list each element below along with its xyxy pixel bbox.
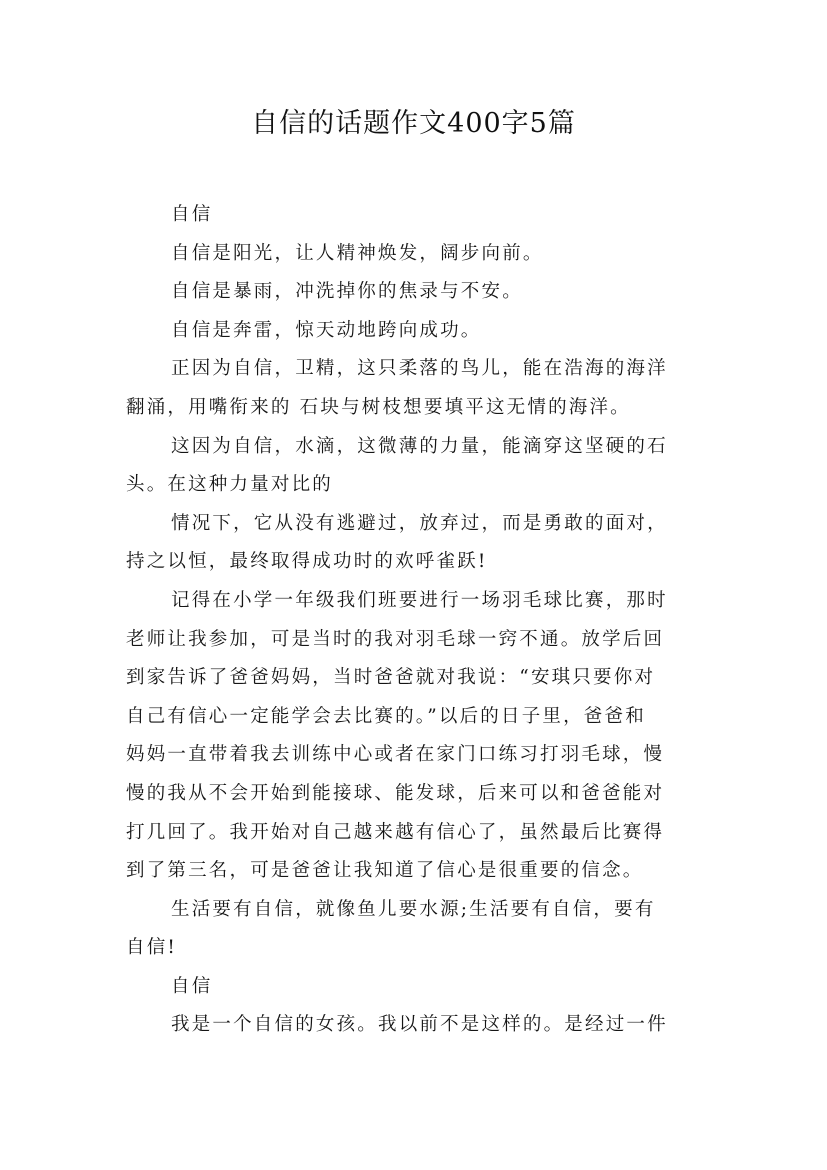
text-line: 自信! [126,937,178,959]
text-line: 记得在小学一年级我们班要进行一场羽毛球比赛，那时 [171,589,668,611]
text-line: 这因为自信，水滴，这微薄的力量，能滴穿这坚硬的石 [171,435,668,457]
text-line: 自信是阳光，让人精神焕发，阔步向前。 [171,242,544,264]
text-line: 自信是暴雨，冲洗掉你的焦录与不安。 [171,281,523,303]
text-line: 生活要有自信，就像鱼儿要水源;生活要有自信，要有 [171,898,656,920]
text-line: 头。在这种力量对比的 [126,474,334,496]
text-line: 自己有信心一定能学会去比赛的。”以后的日子里，爸爸和 [126,705,646,727]
text-line: 自信是奔雷，惊天动地跨向成功。 [171,319,482,341]
document-body [126,196,718,1045]
text-line: 自信 [171,975,213,997]
text-line: 打几回了。我开始对自己越来越有信心了，虽然最后比赛得 [126,821,665,843]
text-line: 到家告诉了爸爸妈妈，当时爸爸就对我说：“安琪只要你对 [126,667,656,689]
text-line: 翻涌，用嘴衔来的 石块与树枝想要填平这无情的海洋。 [126,396,631,418]
text-line: 自信 [171,204,213,225]
text-line: 妈妈一直带着我去训练中心或者在家门口练习打羽毛球，慢 [126,744,665,766]
text-line: 正因为自信，卫精，这只柔落的鸟儿，能在浩海的海洋 [171,358,668,380]
text-line: 情况下，它从没有逃避过，放弃过，而是勇敢的面对， [171,512,668,534]
text-line: 到了第三名，可是爸爸让我知道了信心是很重要的信念。 [126,860,644,882]
text-line: 持之以恒，最终取得成功时的欢呼雀跃! [126,551,488,573]
text-line: 慢的我从不会开始到能接球、能发球，后来可以和爸爸能对 [126,782,665,804]
text-line: 我是一个自信的女孩。我以前不是这样的。是经过一件 [171,1014,668,1036]
document-title: 自信的话题作文400字5篇 [251,108,576,139]
text-line: 老师让我参加，可是当时的我对羽毛球一窍不通。放学后回 [126,628,665,650]
